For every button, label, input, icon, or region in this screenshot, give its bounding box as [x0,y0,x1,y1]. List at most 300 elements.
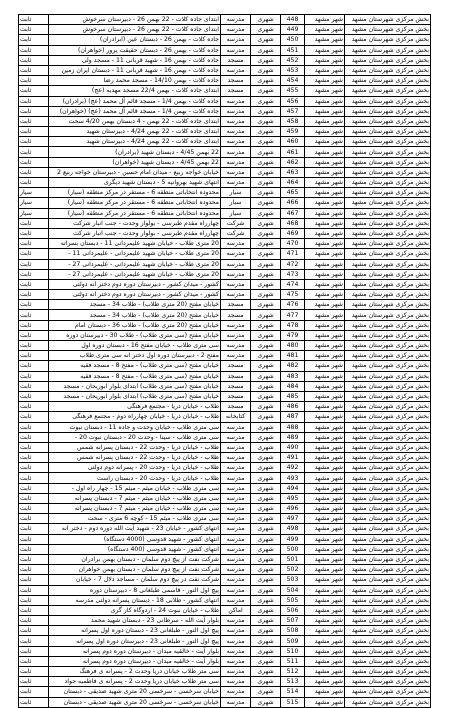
city-cell: شهر مشهد [305,442,345,452]
region-cell: بخش مرکزی شهرستان مشهد [345,646,431,656]
status-cell: ثابت [19,626,49,636]
region-cell: بخش مرکزی شهرستان مشهد [345,585,431,595]
area-type-cell: شهری [251,524,281,534]
status-cell: ثابت [19,330,49,340]
city-cell: شهر مشهد [305,218,345,228]
station-number-cell: 470 [281,239,305,249]
city-cell: شهر مشهد [305,157,345,167]
station-number-cell: 478 [281,320,305,330]
address-cell: سی متری طلاب - میثم 15 - کوچه 6 متری - سحت [49,514,221,524]
venue-type-cell: مدرسه [221,147,251,157]
venue-type-cell: مدرسه [221,167,251,177]
status-cell: ثابت [19,320,49,330]
area-type-cell: شهری [251,249,281,259]
address-cell: انتهای کشور - خیابان 23 - شهید آیت الله دوره دوم - دختر انه [49,524,221,534]
address-cell: محدوده انتخاباتی منطقه 6 - مستقر در مرکز منطقه (سیار) [49,188,221,198]
city-cell: شهر مشهد [305,412,345,422]
station-number-cell: 475 [281,290,305,300]
city-cell: شهر مشهد [305,25,345,35]
status-cell: ثابت [19,687,49,697]
address-cell: سی متری طلاب - خیابان میثم - میثم 7 - دبستان پسرانه [49,504,221,514]
table-row [19,626,431,636]
table-row [19,412,431,422]
city-cell: شهر مشهد [305,147,345,157]
station-number-cell: 494 [281,483,305,493]
table-row [19,636,431,646]
address-cell: سی متری طلاب - خیابان وحدت و جاده 11 - دبستان نبوت [49,422,221,432]
city-cell: شهر مشهد [305,228,345,238]
status-cell: ثابت [19,35,49,45]
status-cell: ثابت [19,45,49,55]
table-row [19,147,431,157]
station-number-cell: 479 [281,330,305,340]
station-number-cell: 512 [281,667,305,677]
city-cell: شهر مشهد [305,697,345,707]
station-number-cell: 485 [281,391,305,401]
venue-type-cell: مدرسه [221,616,251,626]
venue-type-cell: مسجد [221,371,251,381]
venue-type-cell: مسجد [221,300,251,310]
region-cell: بخش مرکزی شهرستان مشهد [345,45,431,55]
venue-type-cell: مدرسه [221,554,251,564]
table-row [19,493,431,503]
area-type-cell: شهری [251,626,281,636]
city-cell: شهر مشهد [305,188,345,198]
station-number-cell: 504 [281,585,305,595]
area-type-cell: شهری [251,96,281,106]
address-cell: محدوده انتخاباتی منطقه 6 - مستقر در مرکز منطقه (سیار) [49,208,221,218]
city-cell: شهر مشهد [305,320,345,330]
status-cell: ثابت [19,483,49,493]
area-type-cell: شهری [251,422,281,432]
status-cell: ثابت [19,259,49,269]
table-row [19,310,431,320]
table-row [19,687,431,697]
table-row [19,575,431,585]
status-cell: ثابت [19,524,49,534]
station-number-cell: 499 [281,534,305,544]
area-type-cell: شهری [251,341,281,351]
address-cell: ابتدای جاده کلات - 22 بهمن 26 - دبیرستان سرخوش [49,15,221,25]
table-row [19,391,431,401]
station-number-cell: 457 [281,106,305,116]
table-row [19,534,431,544]
area-type-cell: شهری [251,493,281,503]
city-cell: شهر مشهد [305,463,345,473]
status-cell: ثابت [19,544,49,554]
region-cell: بخش مرکزی شهرستان مشهد [345,493,431,503]
city-cell: شهر مشهد [305,249,345,259]
status-cell: ثابت [19,310,49,320]
status-cell: سیار [19,198,49,208]
city-cell: شهر مشهد [305,127,345,137]
address-cell: جاده کلات - بهمن 16 - شهید قربانی 11 - دبستان ایران زمین [49,65,221,75]
venue-type-cell: مسجد [221,86,251,96]
area-type-cell: شهری [251,544,281,554]
venue-type-cell: مسجد [221,391,251,401]
venue-type-cell: مدرسه [221,116,251,126]
table-row [19,25,431,35]
city-cell: شهر مشهد [305,178,345,188]
document-page [18,14,430,708]
area-type-cell: شهری [251,290,281,300]
venue-type-cell: مسجد [221,76,251,86]
status-cell: ثابت [19,453,49,463]
city-cell: شهر مشهد [305,259,345,269]
table-row [19,137,431,147]
station-number-cell: 449 [281,25,305,35]
station-number-cell: 466 [281,198,305,208]
address-cell: طلاب - خیابان دریا - وحدت 20 - دبستان راست [49,473,221,483]
venue-type-cell: مدرسه [221,45,251,55]
table-row [19,86,431,96]
area-type-cell: شهری [251,605,281,615]
address-cell: انتهای کشور - شهید قدوسی (4000 دستگاه) [49,534,221,544]
status-cell: ثابت [19,697,49,707]
region-cell: بخش مرکزی شهرستان مشهد [345,544,431,554]
table-row [19,463,431,473]
area-type-cell: شهری [251,656,281,666]
area-type-cell: شهری [251,391,281,401]
city-cell: شهر مشهد [305,55,345,65]
city-cell: شهر مشهد [305,15,345,25]
venue-type-cell: مدرسه [221,320,251,330]
area-type-cell: شهری [251,646,281,656]
table-row [19,616,431,626]
address-cell: 22 بهمن 4/45 - دبستان شهید (برادران) [49,147,221,157]
status-cell: ثابت [19,25,49,35]
station-number-cell: 462 [281,157,305,167]
status-cell: ثابت [19,15,49,25]
address-cell: انتهای شهید بهروانیه 5 - دبستان شهید دیگری [49,178,221,188]
area-type-cell: شهری [251,116,281,126]
area-type-cell: شهری [251,25,281,35]
status-cell: ثابت [19,656,49,666]
venue-type-cell: مسجد [221,55,251,65]
table-row [19,279,431,289]
status-cell: ثابت [19,228,49,238]
city-cell: شهر مشهد [305,432,345,442]
region-cell: بخش مرکزی شهرستان مشهد [345,595,431,605]
region-cell: بخش مرکزی شهرستان مشهد [345,106,431,116]
venue-type-cell: مدرسه [221,646,251,656]
area-type-cell: شهری [251,188,281,198]
station-number-cell: 506 [281,605,305,615]
region-cell: بخش مرکزی شهرستان مشهد [345,636,431,646]
table-row [19,442,431,452]
venue-type-cell: مدرسه [221,65,251,75]
area-type-cell: شهری [251,15,281,25]
status-cell: ثابت [19,422,49,432]
address-cell: ابتدای جاده کلات - 22 بهمن 26 - دبیرستان سرخوش [49,25,221,35]
status-cell: ثابت [19,473,49,483]
region-cell: بخش مرکزی شهرستان مشهد [345,188,431,198]
table-row [19,259,431,269]
region-cell: بخش مرکزی شهرستان مشهد [345,575,431,585]
status-cell: ثابت [19,534,49,544]
region-cell: بخش مرکزی شهرستان مشهد [345,605,431,615]
table-row [19,127,431,137]
address-cell: خیابان مفتح (سی متری طلاب) - مفتح 8 - مسجد فقیه [49,361,221,371]
region-cell: بخش مرکزی شهرستان مشهد [345,442,431,452]
station-number-cell: 472 [281,259,305,269]
address-cell: انتهای کشور - شهید قدوسی (400 دستگاه) [49,544,221,554]
table-row [19,269,431,279]
region-cell: بخش مرکزی شهرستان مشهد [345,432,431,442]
table-row [19,330,431,340]
status-cell: ثابت [19,371,49,381]
city-cell: شهر مشهد [305,279,345,289]
table-row [19,106,431,116]
table-row [19,157,431,167]
address-cell: 22 بهمن 4/45 - دبستان شهید (خواهران) [49,157,221,167]
address-cell: خیابان مفتح (سی متری طلاب) ابتدای بلوار ابوریحان - مسجد [49,391,221,401]
venue-type-cell: مدرسه [221,15,251,25]
station-number-cell: 453 [281,65,305,75]
table-row [19,320,431,330]
region-cell: بخش مرکزی شهرستان مشهد [345,25,431,35]
status-cell: ثابت [19,554,49,564]
status-cell: ثابت [19,239,49,249]
table-row [19,35,431,45]
table-row [19,605,431,615]
venue-type-cell: مسجد [221,381,251,391]
area-type-cell: شهری [251,45,281,55]
venue-type-cell: مدرسه [221,137,251,147]
city-cell: شهر مشهد [305,106,345,116]
city-cell: شهر مشهد [305,239,345,249]
status-cell: ثابت [19,616,49,626]
region-cell: بخش مرکزی شهرستان مشهد [345,656,431,666]
table-row [19,249,431,259]
station-number-cell: 500 [281,544,305,554]
address-cell: کشور - میدان کشور - دبیرستان دوره دوم دختر انه دولتی [49,290,221,300]
status-cell: ثابت [19,391,49,401]
address-cell: 20 متری طلاب - خیابان شهید علیمردانی - علیمردانی 27 - [49,259,221,269]
area-type-cell: شهری [251,595,281,605]
address-cell: پیچ اول التور - طبلغانی 23 - دبستان دوره اول پسرانه [49,626,221,636]
region-cell: بخش مرکزی شهرستان مشهد [345,310,431,320]
city-cell: شهر مشهد [305,636,345,646]
station-number-cell: 513 [281,677,305,687]
area-type-cell: شهری [251,279,281,289]
area-type-cell: شهری [251,137,281,147]
status-cell: ثابت [19,565,49,575]
station-number-cell: 495 [281,493,305,503]
venue-type-cell: کتابخانه [221,412,251,422]
region-cell: بخش مرکزی شهرستان مشهد [345,290,431,300]
station-number-cell: 507 [281,616,305,626]
table-row [19,432,431,442]
status-cell: ثابت [19,300,49,310]
area-type-cell: شهری [251,473,281,483]
city-cell: شهر مشهد [305,656,345,666]
city-cell: شهر مشهد [305,45,345,55]
area-type-cell: شهری [251,157,281,167]
area-type-cell: شهری [251,402,281,412]
city-cell: شهر مشهد [305,687,345,697]
table-row [19,198,431,208]
city-cell: شهر مشهد [305,677,345,687]
venue-type-cell: مدرسه [221,667,251,677]
area-type-cell: شهری [251,616,281,626]
region-cell: بخش مرکزی شهرستان مشهد [345,218,431,228]
venue-type-cell: مدرسه [221,249,251,259]
address-cell: طلاب - خیابان دریا - وحدت 22 - دبستان پسرانه شمس [49,442,221,452]
area-type-cell: شهری [251,412,281,422]
status-cell: ثابت [19,86,49,96]
venue-type-cell: مدرسه [221,341,251,351]
status-cell: ثابت [19,157,49,167]
table-row [19,514,431,524]
status-cell: ثابت [19,351,49,361]
region-cell: بخش مرکزی شهرستان مشهد [345,239,431,249]
table-row [19,351,431,361]
status-cell: ثابت [19,381,49,391]
station-number-cell: 480 [281,341,305,351]
status-cell: ثابت [19,514,49,524]
region-cell: بخش مرکزی شهرستان مشهد [345,249,431,259]
venue-type-cell: مدرسه [221,544,251,554]
address-cell: سی متری طلاب - خیابان میثم - میثم 7 - دبستان پسرانه [49,493,221,503]
venue-type-cell: مدرسه [221,565,251,575]
city-cell: شهر مشهد [305,534,345,544]
address-cell: بلوار آیت الله - سرطانی 23 - دبستان شهید محمد [49,616,221,626]
venue-type-cell: مدرسه [221,35,251,45]
region-cell: بخش مرکزی شهرستان مشهد [345,15,431,25]
station-number-cell: 481 [281,351,305,361]
status-cell: ثابت [19,412,49,422]
address-cell: خیابان خواجه ربیع - میدان امام حسین - دبیرستان خواجه ربیع 2 [49,167,221,177]
status-cell: ثابت [19,137,49,147]
area-type-cell: شهری [251,147,281,157]
table-row [19,116,431,126]
status-cell: ثابت [19,677,49,687]
area-type-cell: شهری [251,35,281,45]
address-cell: طلاب - خیابان دریا - وحدت 22 - دبستان پسرانه شمس [49,453,221,463]
region-cell: بخش مرکزی شهرستان مشهد [345,300,431,310]
status-cell: سیار [19,188,49,198]
city-cell: شهر مشهد [305,504,345,514]
venue-type-cell: شرکت [221,218,251,228]
venue-type-cell: مدرسه [221,575,251,585]
city-cell: شهر مشهد [305,330,345,340]
city-cell: شهر مشهد [305,167,345,177]
address-cell: شرکت نفت در پیچ دوم سلمان - مساجد دلال 7 - خیابان [49,575,221,585]
status-cell: ثابت [19,402,49,412]
table-row [19,218,431,228]
region-cell: بخش مرکزی شهرستان مشهد [345,228,431,238]
address-cell: 20 متری طلاب - خیابان شهید علیمردانی - علیمردانی 27 - [49,269,221,279]
station-number-cell: 452 [281,55,305,65]
venue-type-cell: سیار [221,198,251,208]
venue-type-cell: مسجد [221,402,251,412]
address-cell: سی متر طلاب خیابان دریا وحدت 2 - پسرانه ی فاطمیه جواد [49,677,221,687]
address-cell: کشور - میدان کشور - دبیرستان دوره دوم دختر انه دولتی [49,279,221,289]
table-row [19,76,431,86]
status-cell: ثابت [19,76,49,86]
station-number-cell: 463 [281,167,305,177]
area-type-cell: شهری [251,239,281,249]
address-cell: بلوار آیت - خالقیه میدان - دبیرستان دوره دوم پسرانه [49,656,221,666]
area-type-cell: شهری [251,371,281,381]
venue-type-cell: مدرسه [221,585,251,595]
table-row [19,65,431,75]
station-number-cell: 471 [281,249,305,259]
table-row [19,524,431,534]
table-row [19,300,431,310]
venue-type-cell: مدرسه [221,442,251,452]
city-cell: شهر مشهد [305,575,345,585]
table-row [19,381,431,391]
city-cell: شهر مشهد [305,565,345,575]
region-cell: بخش مرکزی شهرستان مشهد [345,86,431,96]
station-number-cell: 468 [281,218,305,228]
venue-type-cell: مدرسه [221,656,251,666]
region-cell: بخش مرکزی شهرستان مشهد [345,147,431,157]
table-row [19,656,431,666]
area-type-cell: شهری [251,575,281,585]
region-cell: بخش مرکزی شهرستان مشهد [345,279,431,289]
city-cell: شهر مشهد [305,137,345,147]
area-type-cell: شهری [251,178,281,188]
area-type-cell: شهری [251,76,281,86]
table-row [19,646,431,656]
venue-type-cell: مدرسه [221,127,251,137]
table-body [19,15,431,708]
area-type-cell: شهری [251,667,281,677]
table-row [19,422,431,432]
venue-type-cell: شرکت [221,228,251,238]
region-cell: بخش مرکزی شهرستان مشهد [345,65,431,75]
area-type-cell: شهری [251,351,281,361]
region-cell: بخش مرکزی شهرستان مشهد [345,137,431,147]
status-cell: ثابت [19,290,49,300]
region-cell: بخش مرکزی شهرستان مشهد [345,626,431,636]
status-cell: ثابت [19,218,49,228]
station-number-cell: 460 [281,137,305,147]
address-cell: جاده کلات - بهمن 26 - دبستان حقیقت پرور (خواهران) [49,45,221,55]
table-row [19,565,431,575]
station-number-cell: 503 [281,575,305,585]
table-row [19,554,431,564]
region-cell: بخش مرکزی شهرستان مشهد [345,453,431,463]
region-cell: بخش مرکزی شهرستان مشهد [345,116,431,126]
city-cell: شهر مشهد [305,667,345,677]
table-row [19,188,431,198]
table-row [19,178,431,188]
region-cell: بخش مرکزی شهرستان مشهد [345,269,431,279]
region-cell: بخش مرکزی شهرستان مشهد [345,361,431,371]
address-cell: 20 متری طلاب - خیابان شهید علیمردانی 11 - دبستان بسراته [49,239,221,249]
station-number-cell: 484 [281,381,305,391]
city-cell: شهر مشهد [305,198,345,208]
venue-type-cell: مدرسه [221,239,251,249]
venue-type-cell: مدرسه [221,595,251,605]
table-row [19,290,431,300]
city-cell: شهر مشهد [305,473,345,483]
region-cell: بخش مرکزی شهرستان مشهد [345,341,431,351]
address-cell: سی متری طلاب - خیابان میثم - میثم 15 - چهار راه اول - [49,483,221,493]
status-cell: سیار [19,208,49,218]
area-type-cell: شهری [251,300,281,310]
city-cell: شهر مشهد [305,595,345,605]
station-number-cell: 496 [281,504,305,514]
area-type-cell: شهری [251,697,281,707]
venue-type-cell: مدرسه [221,157,251,167]
city-cell: شهر مشهد [305,341,345,351]
region-cell: بخش مرکزی شهرستان مشهد [345,208,431,218]
